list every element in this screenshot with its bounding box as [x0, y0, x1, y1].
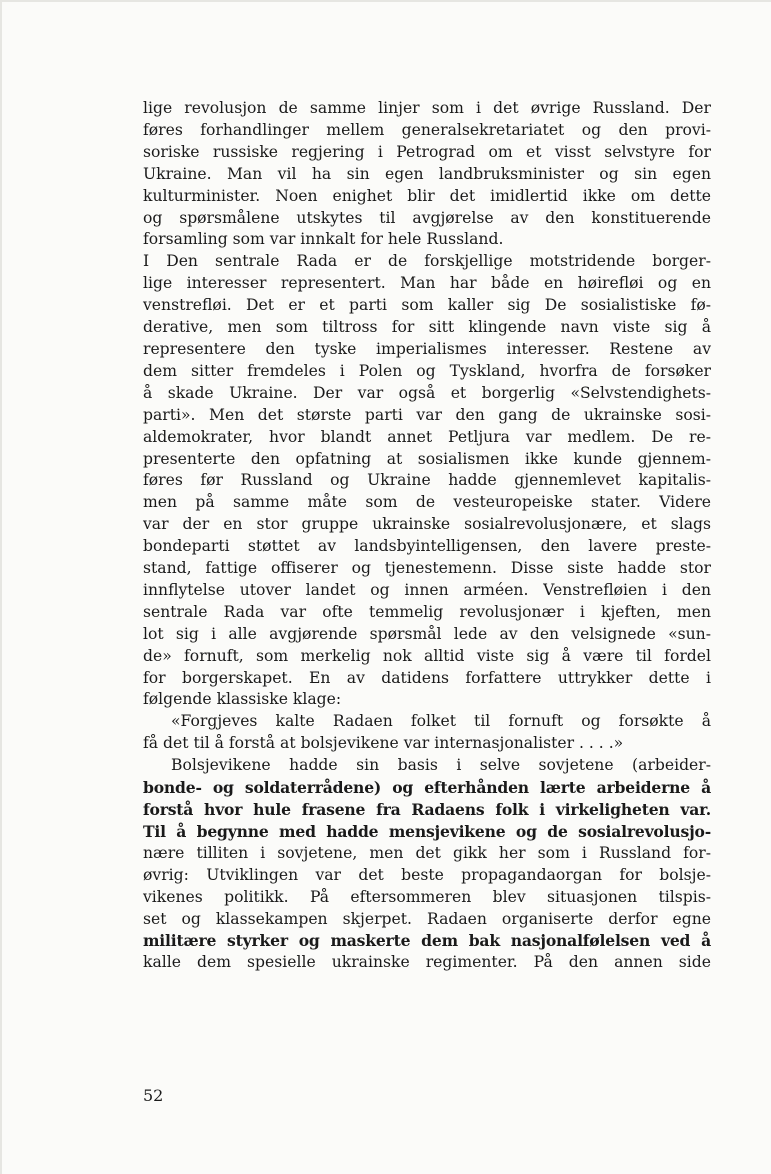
text-line: soriske russiske regjering i Petrograd om et visst selvstyre for: [143, 142, 711, 161]
text-line: aldemokrater, hvor blandt annet Petljura var medlem. De re-: [143, 427, 711, 446]
text-line: kalle dem spesielle ukrainske regimenter. På den annen side: [143, 953, 711, 972]
text-line: og spørsmålene utskytes til avgjørelse av den konstituerende: [143, 208, 711, 227]
quote-line: få det til å forstå at bolsjevikene var internasjonalister . . . .»: [143, 734, 624, 753]
text-line: sentrale Rada var ofte temmelig revolusjonær i kjeften, men: [143, 602, 711, 621]
text-line: I Den sentrale Rada er de forskjellige motstridende borger-: [143, 252, 711, 271]
text-line: føres før Russland og Ukraine hadde gjennemlevet kapitalis-: [143, 471, 711, 490]
text-line: de» fornuft, som merkelig nok alltid viste sig å være til fordel: [143, 646, 711, 665]
text-line: for borgerskapet. En av datidens forfattere uttrykker dette i: [143, 668, 711, 687]
text-line: øvrig: Utviklingen var det beste propagandaorgan for bolsje-: [143, 865, 711, 884]
text-line: Ukraine. Man vil ha sin egen landbruksminister og sin egen: [143, 164, 711, 183]
text-line: lige interesser representert. Man har både en høirefløi og en: [143, 274, 711, 293]
text-line: kulturminister. Noen enighet blir det imidlertid ikke om dette: [143, 186, 711, 205]
text-line: bonde- og soldaterrådene) og efterhånden lærte arbeiderne å: [143, 778, 711, 798]
text-line: lot sig i alle avgjørende spørsmål lede av den velsignede «sun-: [143, 624, 711, 643]
text-line: venstrefløi. Det er et parti som kaller sig De sosialistiske fø-: [143, 296, 711, 315]
text-line: forsamling som var innkalt for hele Russland.: [143, 230, 504, 249]
text-line: Bolsjevikene hadde sin basis i selve sovjetene (arbeider-: [171, 756, 711, 775]
text-line: Til å begynne med hadde mensjevikene og de sosialrevolusjo-: [143, 821, 711, 841]
text-line: men på samme måte som de vesteuropeiske stater. Videre: [143, 493, 711, 512]
text-line: bondeparti støttet av landsbyintelligensen, den lavere preste-: [143, 537, 711, 556]
text-line: vikenes politikk. På eftersommeren blev situasjonen tilspis-: [143, 887, 711, 906]
text-line: å skade Ukraine. Der var også et borgerlig «Selvstendighets-: [143, 383, 711, 402]
text-line: var der en stor gruppe ukrainske sosialrevolusjonære, et slags: [143, 515, 711, 534]
text-line: føres forhandlinger mellem generalsekretariatet og den provi-: [143, 120, 711, 139]
text-line: forstå hvor hule frasene fra Radaens folk i virkeligheten var.: [143, 800, 711, 819]
text-line: lige revolusjon de samme linjer som i det øvrige Russland. Der: [143, 99, 711, 117]
text-line: nære tilliten i sovjetene, men det gikk her som i Russland for-: [143, 843, 711, 862]
text-line: følgende klassiske klage:: [143, 690, 342, 709]
text-line: parti». Men det største parti var den gang de ukrainske sosi-: [143, 405, 711, 424]
quote-line: «Forgjeves kalte Radaen folket til fornuft og forsøkte å: [171, 712, 711, 731]
text-line: stand, fattige offiserer og tjenestemenn. Disse siste hadde stor: [143, 559, 711, 578]
text-line: militære styrker og maskerte dem bak nasjonalfølelsen ved å: [143, 931, 711, 951]
text-line: set og klassekampen skjerpet. Radaen organiserte derfor egne: [143, 909, 711, 928]
text-line: innflytelse utover landet og innen arméen. Venstrefløien i den: [143, 580, 711, 599]
text-line: derative, men som tiltross for sitt klingende navn viste sig å: [143, 318, 711, 337]
page-number: 52: [143, 1086, 164, 1105]
text-line: representere den tyske imperialismes interesser. Restene av: [143, 339, 711, 358]
text-line: dem sitter fremdeles i Polen og Tyskland, hvorfra de forsøker: [143, 361, 711, 380]
body-text: [143, 98, 711, 974]
text-line: presenterte den opfatning at sosialismen ikke kunde gjennem-: [143, 449, 711, 468]
